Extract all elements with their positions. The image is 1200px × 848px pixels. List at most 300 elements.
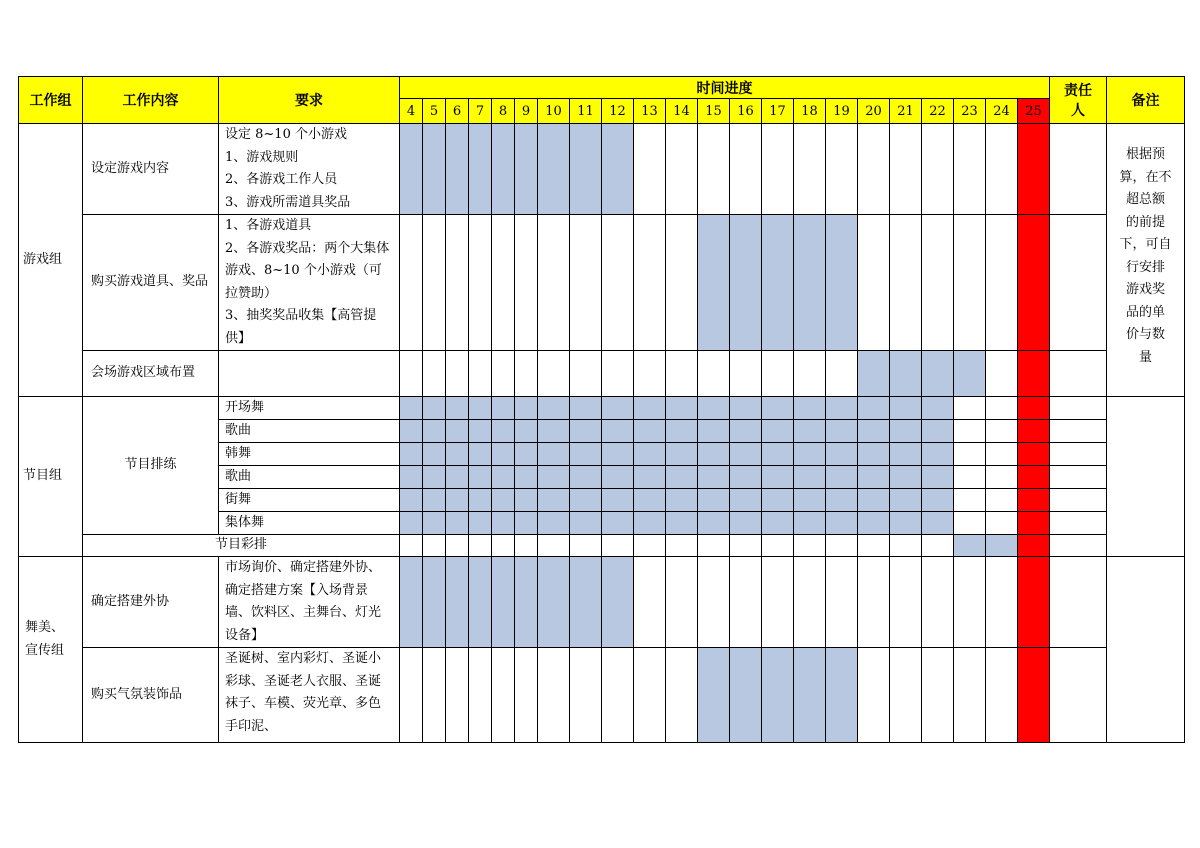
game-row-1-day-22 bbox=[921, 123, 954, 215]
program-row-3-day-8 bbox=[491, 442, 515, 466]
program-row-6-day-18 bbox=[793, 511, 826, 535]
game-row-1-day-23 bbox=[953, 123, 986, 215]
program-row-5-day-15 bbox=[697, 488, 730, 512]
day-header-24: 24 bbox=[985, 98, 1018, 124]
game-row-3-day-25 bbox=[1017, 350, 1050, 397]
game-row-2-day-14 bbox=[665, 214, 698, 351]
program-row-1-day-25 bbox=[1017, 396, 1050, 420]
program-row-4-day-10 bbox=[537, 465, 570, 489]
program-row-5-day-17 bbox=[761, 488, 794, 512]
note-cell-program bbox=[1106, 396, 1185, 557]
day-header-21: 21 bbox=[889, 98, 922, 124]
game-row-1-day-24 bbox=[985, 123, 1018, 215]
game-row-1-day-12 bbox=[601, 123, 634, 215]
stage-row-2-day-24 bbox=[985, 647, 1018, 743]
game-row-1-day-11 bbox=[569, 123, 602, 215]
program-row-5-day-20 bbox=[857, 488, 890, 512]
day-header-9: 9 bbox=[514, 98, 538, 124]
program-row-6-day-22 bbox=[921, 511, 954, 535]
stage-row-2-day-6 bbox=[445, 647, 469, 743]
stage-row-2-day-18 bbox=[793, 647, 826, 743]
stage-row-1-day-25 bbox=[1017, 556, 1050, 648]
program-row-2-day-19 bbox=[825, 419, 858, 443]
program-row-4-day-17 bbox=[761, 465, 794, 489]
game-row-1-day-25 bbox=[1017, 123, 1050, 215]
game-row-3-day-16 bbox=[729, 350, 762, 397]
program-row-4-day-25 bbox=[1017, 465, 1050, 489]
stage-row-1-day-11 bbox=[569, 556, 602, 648]
program-row-2-day-25 bbox=[1017, 419, 1050, 443]
stage-row-2-day-13 bbox=[633, 647, 666, 743]
program-row-3-day-24 bbox=[985, 442, 1018, 466]
program-row-6-day-10 bbox=[537, 511, 570, 535]
stage-row-1-day-19 bbox=[825, 556, 858, 648]
program-row-6-requirement: 集体舞 bbox=[218, 511, 400, 535]
group-cell-game: 游戏组 bbox=[18, 123, 83, 397]
game-row-1-day-10 bbox=[537, 123, 570, 215]
program-row-5-day-9 bbox=[514, 488, 538, 512]
game-row-2-day-19 bbox=[825, 214, 858, 351]
rehearsal-row-day-21 bbox=[889, 534, 922, 557]
stage-row-2-day-15 bbox=[697, 647, 730, 743]
stage-row-1-day-21 bbox=[889, 556, 922, 648]
program-row-5-day-10 bbox=[537, 488, 570, 512]
stage-row-2-day-19 bbox=[825, 647, 858, 743]
program-row-4-day-13 bbox=[633, 465, 666, 489]
stage-row-2-owner bbox=[1049, 647, 1107, 743]
game-row-1-day-17 bbox=[761, 123, 794, 215]
game-row-3-day-22 bbox=[921, 350, 954, 397]
program-row-6-day-14 bbox=[665, 511, 698, 535]
stage-row-2-day-21 bbox=[889, 647, 922, 743]
program-row-3-day-11 bbox=[569, 442, 602, 466]
day-header-15: 15 bbox=[697, 98, 730, 124]
rehearsal-row-day-13 bbox=[633, 534, 666, 557]
program-row-1-day-17 bbox=[761, 396, 794, 420]
game-row-3-day-5 bbox=[422, 350, 446, 397]
game-row-1-day-14 bbox=[665, 123, 698, 215]
game-row-3-day-23 bbox=[953, 350, 986, 397]
program-row-1-day-23 bbox=[953, 396, 986, 420]
program-row-1-day-18 bbox=[793, 396, 826, 420]
program-row-4-day-16 bbox=[729, 465, 762, 489]
program-row-1-requirement: 开场舞 bbox=[218, 396, 400, 420]
game-row-2-day-10 bbox=[537, 214, 570, 351]
program-row-1-day-9 bbox=[514, 396, 538, 420]
program-row-1-day-5 bbox=[422, 396, 446, 420]
game-row-1-day-19 bbox=[825, 123, 858, 215]
program-row-2-day-14 bbox=[665, 419, 698, 443]
program-row-6-day-17 bbox=[761, 511, 794, 535]
program-row-5-day-18 bbox=[793, 488, 826, 512]
game-row-2-day-6 bbox=[445, 214, 469, 351]
stage-row-2-requirement: 圣诞树、室内彩灯、圣诞小彩球、圣诞老人衣服、圣诞袜子、车模、荧光章、多色手印泥、 bbox=[218, 647, 400, 743]
day-header-20: 20 bbox=[857, 98, 890, 124]
program-row-3-day-7 bbox=[468, 442, 492, 466]
stage-row-2-day-10 bbox=[537, 647, 570, 743]
stage-row-1-day-14 bbox=[665, 556, 698, 648]
rehearsal-row-day-25 bbox=[1017, 534, 1050, 557]
stage-row-1-day-5 bbox=[422, 556, 446, 648]
game-row-2-day-5 bbox=[422, 214, 446, 351]
program-row-6-day-21 bbox=[889, 511, 922, 535]
program-row-4-day-21 bbox=[889, 465, 922, 489]
rehearsal-row-day-16 bbox=[729, 534, 762, 557]
stage-row-1-requirement: 市场询价、确定搭建外协、确定搭建方案【入场背景墙、饮料区、主舞台、灯光设备】 bbox=[218, 556, 400, 648]
game-row-2-day-21 bbox=[889, 214, 922, 351]
stage-row-2-content: 购买气氛装饰品 bbox=[82, 647, 219, 743]
stage-row-2-day-17 bbox=[761, 647, 794, 743]
header-note: 备注 bbox=[1106, 76, 1185, 124]
note-cell-game: 根据预 算，在不 超总额 的前提 下，可自 行安排 游戏奖 品的单 价与数 量 bbox=[1106, 123, 1185, 397]
program-row-5-day-7 bbox=[468, 488, 492, 512]
program-row-3-day-15 bbox=[697, 442, 730, 466]
stage-row-2-day-22 bbox=[921, 647, 954, 743]
day-header-25: 25 bbox=[1017, 98, 1050, 124]
stage-row-1-day-9 bbox=[514, 556, 538, 648]
header-owner: 责任人 bbox=[1049, 76, 1107, 124]
day-header-14: 14 bbox=[665, 98, 698, 124]
stage-row-1-day-23 bbox=[953, 556, 986, 648]
header-group: 工作组 bbox=[18, 76, 83, 124]
program-row-4-day-14 bbox=[665, 465, 698, 489]
program-row-2-day-17 bbox=[761, 419, 794, 443]
program-row-1-day-24 bbox=[985, 396, 1018, 420]
program-row-5-day-12 bbox=[601, 488, 634, 512]
program-row-3-day-25 bbox=[1017, 442, 1050, 466]
day-header-8: 8 bbox=[491, 98, 515, 124]
rehearsal-row-day-8 bbox=[491, 534, 515, 557]
rehearsal-row-owner bbox=[1049, 534, 1107, 557]
program-row-6-day-12 bbox=[601, 511, 634, 535]
rehearsal-row-day-14 bbox=[665, 534, 698, 557]
program-row-5-day-21 bbox=[889, 488, 922, 512]
game-row-3-day-18 bbox=[793, 350, 826, 397]
program-row-5-day-6 bbox=[445, 488, 469, 512]
rehearsal-row-day-20 bbox=[857, 534, 890, 557]
game-row-2-day-12 bbox=[601, 214, 634, 351]
game-row-3-day-19 bbox=[825, 350, 858, 397]
stage-row-1-day-17 bbox=[761, 556, 794, 648]
game-row-3-day-24 bbox=[985, 350, 1018, 397]
day-header-23: 23 bbox=[953, 98, 986, 124]
program-row-1-day-12 bbox=[601, 396, 634, 420]
program-row-2-day-6 bbox=[445, 419, 469, 443]
note-cell-stage bbox=[1106, 556, 1185, 743]
program-row-2-day-16 bbox=[729, 419, 762, 443]
game-row-3-day-10 bbox=[537, 350, 570, 397]
game-row-3-day-12 bbox=[601, 350, 634, 397]
program-row-3-day-23 bbox=[953, 442, 986, 466]
game-row-1-requirement: 设定 8~10 个小游戏 1、游戏规则 2、各游戏工作人员 3、游戏所需道具奖品 bbox=[218, 123, 400, 215]
stage-row-1-day-24 bbox=[985, 556, 1018, 648]
game-row-3-day-14 bbox=[665, 350, 698, 397]
game-row-2-day-22 bbox=[921, 214, 954, 351]
program-row-2-day-24 bbox=[985, 419, 1018, 443]
day-header-4: 4 bbox=[399, 98, 423, 124]
program-row-1-day-21 bbox=[889, 396, 922, 420]
program-row-1-day-16 bbox=[729, 396, 762, 420]
game-row-3-day-7 bbox=[468, 350, 492, 397]
rehearsal-row-day-5 bbox=[422, 534, 446, 557]
day-header-5: 5 bbox=[422, 98, 446, 124]
program-row-3-day-18 bbox=[793, 442, 826, 466]
program-row-1-day-11 bbox=[569, 396, 602, 420]
program-row-6-day-11 bbox=[569, 511, 602, 535]
program-row-3-day-17 bbox=[761, 442, 794, 466]
program-row-4-day-22 bbox=[921, 465, 954, 489]
program-row-1-day-10 bbox=[537, 396, 570, 420]
day-header-16: 16 bbox=[729, 98, 762, 124]
game-row-3-day-11 bbox=[569, 350, 602, 397]
stage-row-2-day-23 bbox=[953, 647, 986, 743]
program-row-5-day-24 bbox=[985, 488, 1018, 512]
stage-row-1-content: 确定搭建外协 bbox=[82, 556, 219, 648]
program-row-4-day-4 bbox=[399, 465, 423, 489]
program-row-4-day-11 bbox=[569, 465, 602, 489]
program-row-2-day-8 bbox=[491, 419, 515, 443]
program-row-2-day-4 bbox=[399, 419, 423, 443]
stage-row-1-day-13 bbox=[633, 556, 666, 648]
game-row-1-day-15 bbox=[697, 123, 730, 215]
program-row-3-day-10 bbox=[537, 442, 570, 466]
stage-row-2-day-14 bbox=[665, 647, 698, 743]
game-row-3-content: 会场游戏区域布置 bbox=[82, 350, 219, 397]
day-header-7: 7 bbox=[468, 98, 492, 124]
game-row-2-day-20 bbox=[857, 214, 890, 351]
stage-row-2-day-9 bbox=[514, 647, 538, 743]
program-row-3-day-5 bbox=[422, 442, 446, 466]
stage-row-1-day-12 bbox=[601, 556, 634, 648]
stage-row-1-day-10 bbox=[537, 556, 570, 648]
rehearsal-content: 节目彩排 bbox=[82, 534, 400, 557]
program-row-6-day-9 bbox=[514, 511, 538, 535]
program-row-4-day-6 bbox=[445, 465, 469, 489]
day-header-19: 19 bbox=[825, 98, 858, 124]
program-row-1-day-7 bbox=[468, 396, 492, 420]
program-row-2-owner bbox=[1049, 419, 1107, 443]
game-row-3-day-4 bbox=[399, 350, 423, 397]
game-row-2-day-7 bbox=[468, 214, 492, 351]
program-row-5-day-19 bbox=[825, 488, 858, 512]
program-row-6-day-16 bbox=[729, 511, 762, 535]
day-header-18: 18 bbox=[793, 98, 826, 124]
program-row-3-day-14 bbox=[665, 442, 698, 466]
program-row-6-day-23 bbox=[953, 511, 986, 535]
program-row-6-day-4 bbox=[399, 511, 423, 535]
program-row-6-owner bbox=[1049, 511, 1107, 535]
rehearsal-row-day-6 bbox=[445, 534, 469, 557]
rehearsal-row-day-22 bbox=[921, 534, 954, 557]
program-row-2-day-21 bbox=[889, 419, 922, 443]
stage-row-2-day-4 bbox=[399, 647, 423, 743]
game-row-1-day-9 bbox=[514, 123, 538, 215]
program-row-1-day-8 bbox=[491, 396, 515, 420]
program-row-4-day-7 bbox=[468, 465, 492, 489]
program-row-6-day-8 bbox=[491, 511, 515, 535]
program-row-4-day-12 bbox=[601, 465, 634, 489]
program-row-4-day-9 bbox=[514, 465, 538, 489]
program-row-2-day-7 bbox=[468, 419, 492, 443]
game-row-1-owner bbox=[1049, 123, 1107, 215]
program-row-1-day-6 bbox=[445, 396, 469, 420]
program-row-1-day-15 bbox=[697, 396, 730, 420]
program-row-5-owner bbox=[1049, 488, 1107, 512]
program-row-2-day-11 bbox=[569, 419, 602, 443]
stage-row-1-day-4 bbox=[399, 556, 423, 648]
program-row-4-day-15 bbox=[697, 465, 730, 489]
program-row-2-day-13 bbox=[633, 419, 666, 443]
day-header-11: 11 bbox=[569, 98, 602, 124]
program-row-4-owner bbox=[1049, 465, 1107, 489]
game-row-1-day-16 bbox=[729, 123, 762, 215]
program-row-1-day-19 bbox=[825, 396, 858, 420]
program-row-6-day-13 bbox=[633, 511, 666, 535]
program-row-6-day-6 bbox=[445, 511, 469, 535]
game-row-1-day-6 bbox=[445, 123, 469, 215]
stage-row-1-day-22 bbox=[921, 556, 954, 648]
program-row-3-day-9 bbox=[514, 442, 538, 466]
program-row-3-day-16 bbox=[729, 442, 762, 466]
program-row-4-day-19 bbox=[825, 465, 858, 489]
program-row-5-day-23 bbox=[953, 488, 986, 512]
game-row-3-requirement bbox=[218, 350, 400, 397]
game-row-1-day-5 bbox=[422, 123, 446, 215]
program-row-5-day-25 bbox=[1017, 488, 1050, 512]
program-row-1-day-13 bbox=[633, 396, 666, 420]
program-row-6-day-20 bbox=[857, 511, 890, 535]
rehearsal-row-day-11 bbox=[569, 534, 602, 557]
game-row-3-day-20 bbox=[857, 350, 890, 397]
program-row-4-day-18 bbox=[793, 465, 826, 489]
program-row-2-day-22 bbox=[921, 419, 954, 443]
game-row-1-day-13 bbox=[633, 123, 666, 215]
program-row-6-day-5 bbox=[422, 511, 446, 535]
game-row-1-day-4 bbox=[399, 123, 423, 215]
game-row-1-content: 设定游戏内容 bbox=[82, 123, 219, 215]
header-content: 工作内容 bbox=[82, 76, 219, 124]
program-row-2-day-23 bbox=[953, 419, 986, 443]
program-row-6-day-19 bbox=[825, 511, 858, 535]
game-row-2-day-16 bbox=[729, 214, 762, 351]
program-row-3-day-21 bbox=[889, 442, 922, 466]
game-row-2-requirement: 1、各游戏道具 2、各游戏奖品：两个大集体游戏、8~10 个小游戏（可拉赞助） 3、抽奖奖品收集【高管提供】 bbox=[218, 214, 400, 351]
program-row-2-day-10 bbox=[537, 419, 570, 443]
program-row-2-day-15 bbox=[697, 419, 730, 443]
rehearsal-row-day-12 bbox=[601, 534, 634, 557]
program-row-6-day-24 bbox=[985, 511, 1018, 535]
program-row-6-day-25 bbox=[1017, 511, 1050, 535]
game-row-2-day-18 bbox=[793, 214, 826, 351]
rehearsal-row-day-4 bbox=[399, 534, 423, 557]
program-row-5-day-4 bbox=[399, 488, 423, 512]
game-row-2-day-15 bbox=[697, 214, 730, 351]
rehearsal-row-day-7 bbox=[468, 534, 492, 557]
stage-row-1-day-15 bbox=[697, 556, 730, 648]
stage-row-2-day-7 bbox=[468, 647, 492, 743]
game-row-1-day-21 bbox=[889, 123, 922, 215]
game-row-3-day-21 bbox=[889, 350, 922, 397]
game-row-2-owner bbox=[1049, 214, 1107, 351]
game-row-3-day-8 bbox=[491, 350, 515, 397]
stage-row-1-day-7 bbox=[468, 556, 492, 648]
game-row-2-day-9 bbox=[514, 214, 538, 351]
stage-row-2-day-20 bbox=[857, 647, 890, 743]
program-row-1-day-20 bbox=[857, 396, 890, 420]
game-row-1-day-7 bbox=[468, 123, 492, 215]
game-row-3-day-6 bbox=[445, 350, 469, 397]
game-row-2-day-8 bbox=[491, 214, 515, 351]
program-row-1-day-14 bbox=[665, 396, 698, 420]
game-row-2-day-13 bbox=[633, 214, 666, 351]
program-content: 节目排练 bbox=[82, 396, 219, 535]
program-row-1-day-4 bbox=[399, 396, 423, 420]
game-row-2-day-17 bbox=[761, 214, 794, 351]
program-row-3-day-19 bbox=[825, 442, 858, 466]
program-row-6-day-7 bbox=[468, 511, 492, 535]
stage-row-2-day-12 bbox=[601, 647, 634, 743]
rehearsal-row-day-17 bbox=[761, 534, 794, 557]
header-timeline: 时间进度 bbox=[399, 76, 1050, 99]
day-header-13: 13 bbox=[633, 98, 666, 124]
program-row-3-day-22 bbox=[921, 442, 954, 466]
program-row-2-day-12 bbox=[601, 419, 634, 443]
program-row-5-requirement: 街舞 bbox=[218, 488, 400, 512]
rehearsal-row-day-24 bbox=[985, 534, 1018, 557]
stage-row-1-day-8 bbox=[491, 556, 515, 648]
game-row-2-day-23 bbox=[953, 214, 986, 351]
program-row-1-owner bbox=[1049, 396, 1107, 420]
stage-row-2-day-5 bbox=[422, 647, 446, 743]
stage-row-1-day-18 bbox=[793, 556, 826, 648]
program-row-3-day-6 bbox=[445, 442, 469, 466]
program-row-5-day-11 bbox=[569, 488, 602, 512]
program-row-2-requirement: 歌曲 bbox=[218, 419, 400, 443]
day-header-17: 17 bbox=[761, 98, 794, 124]
program-row-3-owner bbox=[1049, 442, 1107, 466]
rehearsal-row-day-9 bbox=[514, 534, 538, 557]
game-row-1-day-8 bbox=[491, 123, 515, 215]
program-row-5-day-5 bbox=[422, 488, 446, 512]
game-row-2-day-24 bbox=[985, 214, 1018, 351]
day-header-10: 10 bbox=[537, 98, 570, 124]
program-row-1-day-22 bbox=[921, 396, 954, 420]
program-row-5-day-8 bbox=[491, 488, 515, 512]
stage-row-1-day-16 bbox=[729, 556, 762, 648]
program-row-3-day-13 bbox=[633, 442, 666, 466]
game-row-2-day-4 bbox=[399, 214, 423, 351]
rehearsal-row-day-23 bbox=[953, 534, 986, 557]
day-header-22: 22 bbox=[921, 98, 954, 124]
game-row-1-day-20 bbox=[857, 123, 890, 215]
stage-row-2-day-16 bbox=[729, 647, 762, 743]
group-cell-stage: 舞美、 宣传组 bbox=[18, 556, 83, 743]
program-row-3-day-20 bbox=[857, 442, 890, 466]
program-row-4-day-5 bbox=[422, 465, 446, 489]
program-row-4-day-20 bbox=[857, 465, 890, 489]
game-row-1-day-18 bbox=[793, 123, 826, 215]
day-header-6: 6 bbox=[445, 98, 469, 124]
game-row-3-owner bbox=[1049, 350, 1107, 397]
program-row-2-day-20 bbox=[857, 419, 890, 443]
stage-row-2-day-25 bbox=[1017, 647, 1050, 743]
program-row-3-day-12 bbox=[601, 442, 634, 466]
rehearsal-row-day-10 bbox=[537, 534, 570, 557]
stage-row-2-day-8 bbox=[491, 647, 515, 743]
program-row-4-day-24 bbox=[985, 465, 1018, 489]
stage-row-1-day-6 bbox=[445, 556, 469, 648]
group-cell-program: 节目组 bbox=[18, 396, 83, 557]
